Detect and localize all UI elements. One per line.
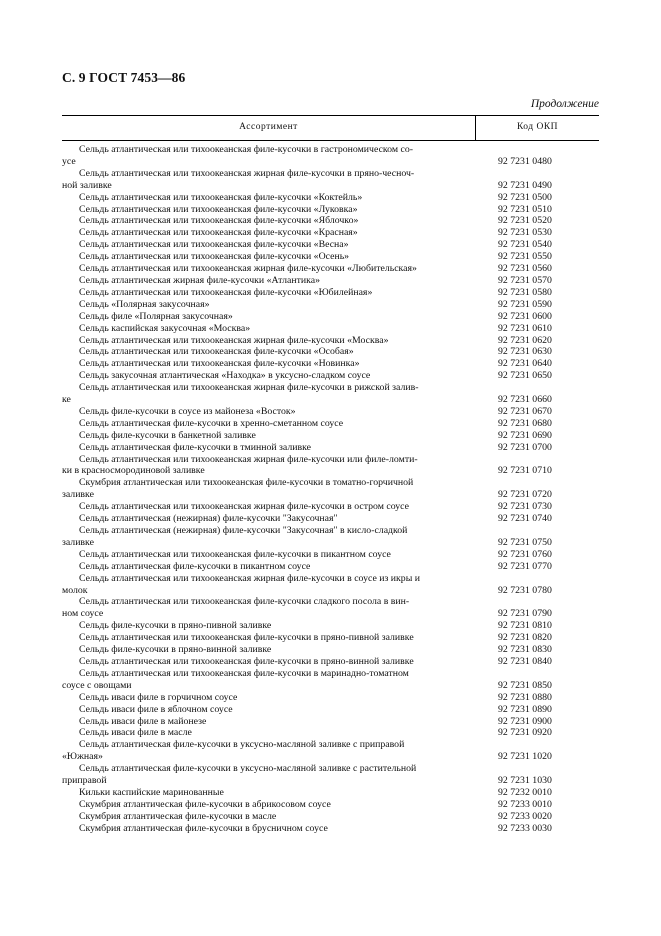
table-row [62, 513, 599, 525]
okp-code: 92 7231 0660 [498, 394, 552, 406]
table-row [62, 346, 599, 358]
table-row [62, 442, 599, 454]
table-row [62, 168, 599, 192]
assortment-name: Сельдь атлантическая или тихоокеанская филе-кусочки сладкого посола в вин- ном соусе [62, 596, 410, 620]
assortment-name: Сельдь иваси филе в майонезе [79, 715, 207, 727]
assortment-name: Сельдь атлантическая или тихоокеанская филе-кусочки «Яблочко» [79, 215, 359, 227]
table-row [62, 144, 599, 168]
okp-code: 92 7231 0850 [498, 679, 552, 691]
table-row [62, 430, 599, 442]
assortment-name: Сельдь закусочная атлантическая «Находка» в уксусно-сладком соусе [79, 370, 371, 382]
table-row [62, 787, 599, 799]
assortment-name: Сельдь атлантическая или тихоокеанская филе-кусочки «Юбилейная» [79, 286, 373, 298]
okp-code: 92 7231 0770 [498, 560, 552, 572]
okp-code: 92 7231 0720 [498, 489, 552, 501]
table-row [62, 287, 599, 299]
assortment-name: Кильки каспийские маринованные [79, 786, 224, 798]
okp-code: 92 7231 1030 [498, 775, 552, 787]
assortment-name: Сельдь атлантическая или тихоокеанская филе-кусочки в пикантном соусе [79, 548, 391, 560]
table-row [62, 382, 599, 406]
assortment-name: Сельдь иваси филе в горчичном соусе [79, 691, 238, 703]
table-row [62, 204, 599, 216]
table-row [62, 716, 599, 728]
table-row [62, 358, 599, 370]
assortment-name: Сельдь иваси филе в масле [79, 727, 192, 739]
assortment-name: Сельдь атлантическая или тихоокеанская жирная филе-кусочки в рижской залив- ке [62, 382, 419, 406]
okp-code: 92 7233 0020 [498, 810, 552, 822]
assortment-name: Сельдь атлантическая филе-кусочки в хренно-сметанном соусе [79, 417, 344, 429]
table-row [62, 656, 599, 668]
table-row [62, 704, 599, 716]
okp-code: 92 7231 0820 [498, 632, 552, 644]
okp-code: 92 7231 0760 [498, 548, 552, 560]
assortment-name: Сельдь атлантическая или тихоокеанская жирная филе-кусочки «Москва» [79, 334, 389, 346]
table-row [62, 692, 599, 704]
assortment-name: Сельдь атлантическая филе-кусочки в уксусно-масляной заливке с приправой «Южная» [62, 739, 405, 763]
assortment-name: Сельдь «Полярная закусочная» [79, 298, 210, 310]
assortment-name: Сельдь атлантическая (нежирная) филе-кусочки "Закусочная" в кисло-сладкой заливке [62, 525, 408, 548]
okp-code: 92 7231 0610 [498, 322, 552, 334]
okp-code: 92 7233 0010 [498, 798, 552, 810]
assortment-name: Скумбрия атлантическая или тихоокеанская филе-кусочки в томатно-горчичной заливке [62, 477, 414, 501]
okp-code: 92 7231 0750 [498, 536, 552, 548]
assortment-name: Сельдь филе-кусочки в пряно-пивной заливке [79, 620, 272, 632]
assortment-name: Сельдь иваси филе в яблочном соусе [79, 703, 233, 715]
table-row [62, 406, 599, 418]
assortment-name: Сельдь атлантическая или тихоокеанская филе-кусочки в пряно-пивной заливке [79, 632, 414, 644]
table-row [62, 620, 599, 632]
okp-code: 92 7231 0590 [498, 298, 552, 310]
assortment-name: Сельдь атлантическая или тихоокеанская филе-кусочки в гастрономическом со- усе [62, 144, 414, 167]
table-row [62, 763, 599, 787]
table-row [62, 311, 599, 323]
okp-code: 92 7231 0510 [498, 203, 552, 215]
table-row [62, 501, 599, 513]
okp-code: 92 7231 0780 [498, 584, 552, 596]
okp-code: 92 7231 0730 [498, 501, 552, 513]
okp-code: 92 7231 0710 [498, 465, 552, 477]
assortment-name: Сельдь атлантическая или тихоокеанская филе-кусочки «Луковка» [79, 203, 358, 215]
okp-code: 92 7231 0700 [498, 441, 552, 453]
assortment-name: Сельдь атлантическая филе-кусочки в уксусно-масляной заливке с растительной приправой [62, 763, 417, 787]
assortment-name: Сельдь атлантическая или тихоокеанская филе-кусочки «Красная» [79, 227, 358, 239]
table-row [62, 668, 599, 692]
okp-code: 92 7231 0790 [498, 608, 552, 620]
okp-code: 92 7231 0570 [498, 274, 552, 286]
table-row [62, 454, 599, 478]
assortment-name: Сельдь атлантическая или тихоокеанская филе-кусочки «Осень» [79, 251, 350, 263]
table-row [62, 632, 599, 644]
assortment-name: Скумбрия атлантическая филе-кусочки в масле [79, 810, 277, 822]
okp-code: 92 7231 0520 [498, 215, 552, 227]
okp-code: 92 7231 0530 [498, 227, 552, 239]
table-row [62, 418, 599, 430]
table-row [62, 573, 599, 597]
table-row [62, 739, 599, 763]
assortment-name: Сельдь филе-кусочки в банкетной заливке [79, 429, 256, 441]
continuation-label: Продолжение [530, 98, 599, 110]
okp-code: 92 7231 0630 [498, 346, 552, 358]
okp-code: 92 7231 0840 [498, 655, 552, 667]
table-row [62, 525, 599, 549]
okp-code: 92 7231 0480 [498, 155, 552, 167]
okp-code: 92 7231 0500 [498, 191, 552, 203]
table-row [62, 275, 599, 287]
assortment-name: Сельдь атлантическая или тихоокеанская жирная филе-кусочки в пряно-чесноч- ной заливке [62, 167, 415, 191]
table-body [62, 141, 599, 835]
assortment-name: Сельдь филе «Полярная закусочная» [79, 310, 233, 322]
assortment-name: Сельдь филе-кусочки в пряно-винной заливке [79, 644, 272, 656]
table-row [62, 644, 599, 656]
okp-code: 92 7231 0690 [498, 429, 552, 441]
assortment-name: Сельдь атлантическая или тихоокеанская жирная филе-кусочки в соусе из икры и молок [62, 572, 420, 596]
assortment-table [62, 115, 599, 835]
okp-code: 92 7231 0640 [498, 358, 552, 370]
assortment-name: Сельдь атлантическая или тихоокеанская филе-кусочки в маринадно-томатном соусе с овощами [62, 667, 409, 691]
assortment-name: Сельдь атлантическая или тихоокеанская жирная филе-кусочки в остром соусе [79, 501, 409, 513]
table-row [62, 215, 599, 227]
assortment-name: Сельдь атлантическая или тихоокеанская жирная филе-кусочки или филе-ломти- ки в красносмородиновой заливке [62, 453, 418, 477]
okp-code: 92 7231 0740 [498, 513, 552, 525]
okp-code: 92 7231 0600 [498, 310, 552, 322]
column-header-code: Код ОКП [516, 122, 559, 132]
table-row [62, 811, 599, 823]
okp-code: 92 7232 0010 [498, 786, 552, 798]
okp-code: 92 7231 0540 [498, 239, 552, 251]
table-row [62, 335, 599, 347]
assortment-name: Сельдь атлантическая или тихоокеанская филе-кусочки в пряно-винной заливке [79, 655, 414, 667]
assortment-name: Сельдь атлантическая или тихоокеанская филе-кусочки «Коктейль» [79, 191, 363, 203]
table-row [62, 192, 599, 204]
okp-code: 92 7231 0880 [498, 691, 552, 703]
table-row [62, 596, 599, 620]
assortment-name: Скумбрия атлантическая филе-кусочки в брусничном соусе [79, 822, 328, 834]
assortment-name: Сельдь атлантическая филе-кусочки в тминной заливке [79, 441, 311, 453]
okp-code: 92 7231 0810 [498, 620, 552, 632]
table-row [62, 799, 599, 811]
assortment-name: Сельдь атлантическая жирная филе-кусочки «Атлантика» [79, 274, 321, 286]
assortment-name: Сельдь атлантическая или тихоокеанская филе-кусочки «Особая» [79, 346, 354, 358]
column-header-assortment: Ассортимент [239, 122, 298, 132]
okp-code: 92 7231 0830 [498, 644, 552, 656]
assortment-name: Сельдь филе-кусочки в соусе из майонеза «Восток» [79, 405, 296, 417]
table-row [62, 370, 599, 382]
table-header [62, 115, 599, 141]
table-row [62, 299, 599, 311]
table-row [62, 239, 599, 251]
okp-code: 92 7231 0650 [498, 370, 552, 382]
assortment-name: Сельдь каспийская закусочная «Москва» [79, 322, 251, 334]
okp-code: 92 7231 0680 [498, 417, 552, 429]
okp-code: 92 7233 0030 [498, 822, 552, 834]
table-row [62, 227, 599, 239]
table-row [62, 549, 599, 561]
assortment-name: Сельдь атлантическая или тихоокеанская филе-кусочки «Весна» [79, 239, 349, 251]
assortment-name: Скумбрия атлантическая филе-кусочки в абрикосовом соусе [79, 798, 331, 810]
okp-code: 92 7231 0550 [498, 251, 552, 263]
assortment-name: Сельдь атлантическая или тихоокеанская филе-кусочки «Новинка» [79, 358, 360, 370]
okp-code: 92 7231 1020 [498, 751, 552, 763]
okp-code: 92 7231 0920 [498, 727, 552, 739]
table-row [62, 727, 599, 739]
table-row [62, 323, 599, 335]
table-row [62, 263, 599, 275]
table-row [62, 823, 599, 835]
table-row [62, 251, 599, 263]
table-row [62, 477, 599, 501]
okp-code: 92 7231 0670 [498, 405, 552, 417]
okp-code: 92 7231 0890 [498, 703, 552, 715]
table-row [62, 561, 599, 573]
okp-code: 92 7231 0490 [498, 179, 552, 191]
okp-code: 92 7231 0560 [498, 263, 552, 275]
assortment-name: Сельдь атлантическая (нежирная) филе-кусочки "Закусочная" [79, 513, 338, 525]
assortment-name: Сельдь атлантическая филе-кусочки в пикантном соусе [79, 560, 311, 572]
assortment-name: Сельдь атлантическая или тихоокеанская жирная филе-кусочки «Любительская» [79, 263, 417, 275]
okp-code: 92 7231 0580 [498, 286, 552, 298]
okp-code: 92 7231 0620 [498, 334, 552, 346]
page-header: С. 9 ГОСТ 7453—86 [62, 70, 186, 85]
okp-code: 92 7231 0900 [498, 715, 552, 727]
